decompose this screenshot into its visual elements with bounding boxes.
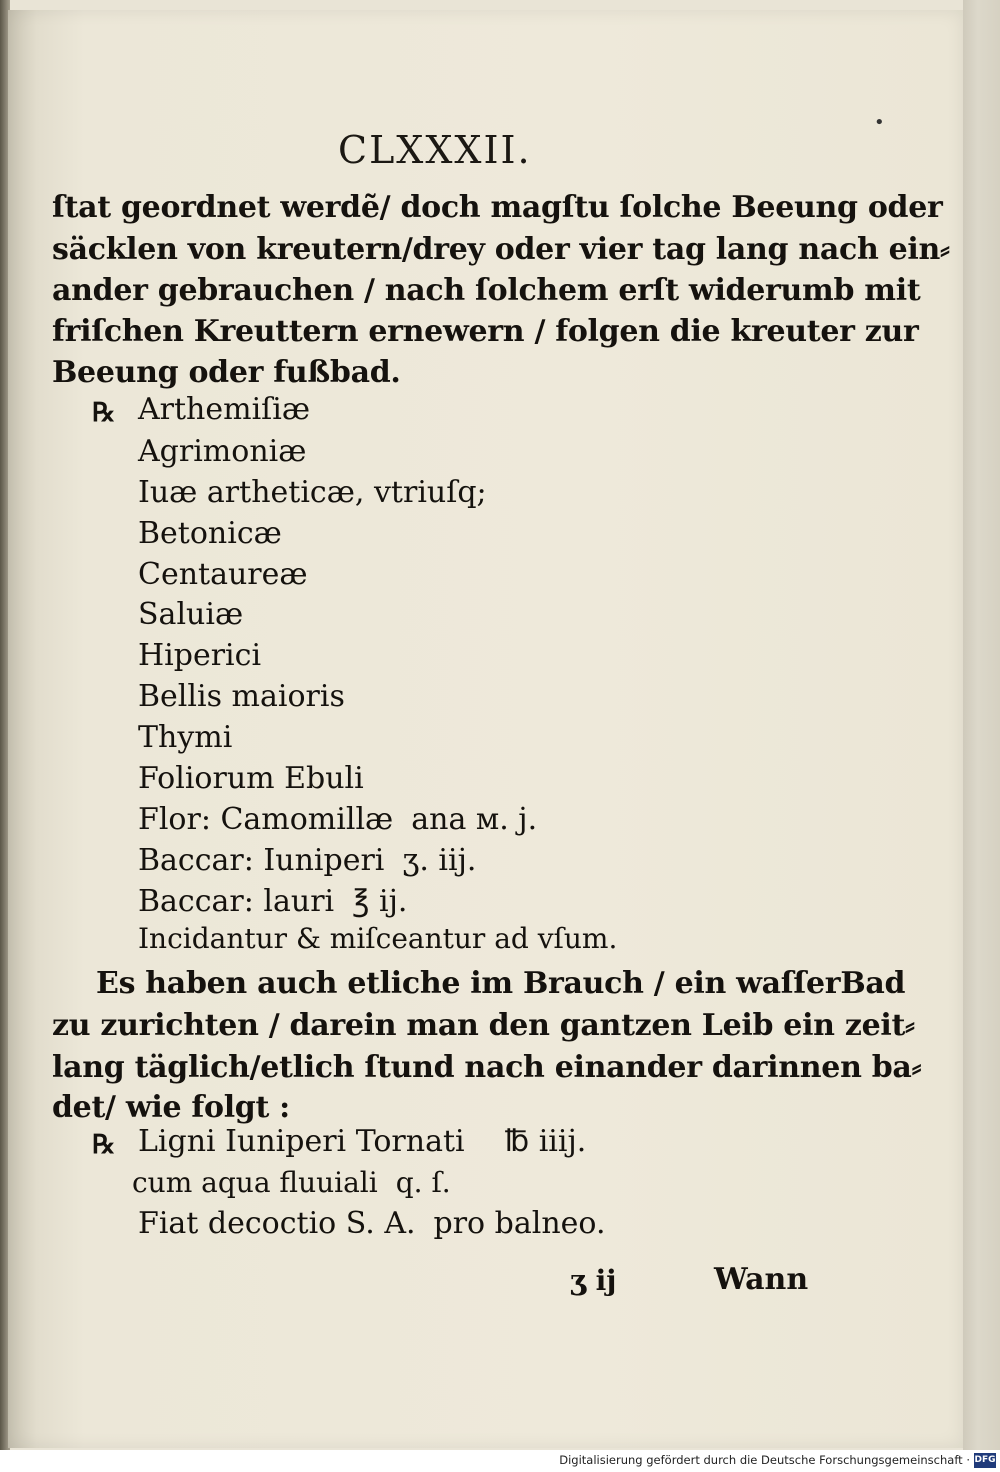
recipe-symbol: ℞: [92, 1130, 116, 1160]
text-line: ſtat geordnet werdẽ/ doch magſtu ſolche Beeung oder: [52, 190, 943, 225]
text-line: lang täglich/etlich ſtund nach einander darinnen ba⸗: [52, 1050, 922, 1085]
page-edge: [963, 0, 1000, 1450]
text-line: ander gebrauchen / nach ſolchem erſt widerumb mit: [52, 273, 921, 308]
text-line: Beeung oder fußbad.: [52, 355, 401, 390]
text-line: friſchen Kreuttern ernewern / folgen die kreuter zur: [52, 314, 919, 349]
recipe-item: Betonicæ: [138, 516, 282, 551]
recipe-item: Thymi: [138, 720, 233, 755]
recipe-item: Foliorum Ebuli: [138, 761, 364, 796]
recipe-item: Baccar: Iuniperi ʒ. iij.: [138, 843, 477, 878]
recipe-item: Iuæ artheticæ, vtriuſq;: [138, 475, 487, 510]
recipe-item: Agrimoniæ: [138, 434, 307, 469]
dfg-logo: DFG: [974, 1453, 996, 1468]
recipe-item: Baccar: lauri ℥ ij.: [138, 884, 408, 919]
recipe-item: Saluiæ: [138, 597, 244, 632]
recipe-quantity: ℔ iiij.: [504, 1124, 587, 1159]
text-line: det/ wie folgt :: [52, 1090, 290, 1125]
footer-credit: Digitalisierung gefördert durch die Deutsche Forschungsgemeinschaft ·: [559, 1453, 970, 1467]
recipe-instruction: Incidantur & miſceantur ad vſum.: [138, 922, 618, 955]
ink-mark: •: [874, 112, 885, 133]
recipe-symbol: ℞: [92, 398, 116, 428]
recipe-quantity: pro balneo.: [433, 1206, 606, 1241]
recipe-quantity: ʒ. iij.: [402, 843, 477, 878]
footer-bar: [0, 1450, 1000, 1472]
text-line: Es haben auch etliche im Brauch / ein waſſerBad: [96, 966, 906, 1001]
recipe-quantity: ana м. j.: [411, 802, 538, 837]
text-line: zu zurichten / darein man den gantzen Leib ein zeit⸗: [52, 1008, 915, 1043]
page-number: CLXXXII.: [338, 128, 532, 172]
recipe-item: Fiat decoctio S. A. pro balneo.: [138, 1206, 606, 1241]
catchword: Wann: [714, 1262, 809, 1297]
recipe-item: cum aqua fluuiali q. ſ.: [132, 1166, 451, 1199]
text-line: säcklen von kreutern/drey oder vier tag lang nach ein⸗: [52, 232, 950, 267]
recipe-item: Hiperici: [138, 638, 262, 673]
recipe-quantity: q. ſ.: [395, 1166, 451, 1199]
recipe-item: Ligni Iuniperi Tornati ℔ iiij.: [138, 1124, 587, 1159]
signature-mark: ʒ ij: [570, 1264, 617, 1297]
recipe-quantity: ℥ ij.: [352, 884, 408, 919]
recipe-item: Bellis maioris: [138, 679, 345, 714]
recipe-item: Centaureæ: [138, 557, 308, 592]
recipe-item: Arthemiſiæ: [138, 392, 311, 427]
recipe-item: Flor: Camomillæ ana м. j.: [138, 802, 538, 837]
